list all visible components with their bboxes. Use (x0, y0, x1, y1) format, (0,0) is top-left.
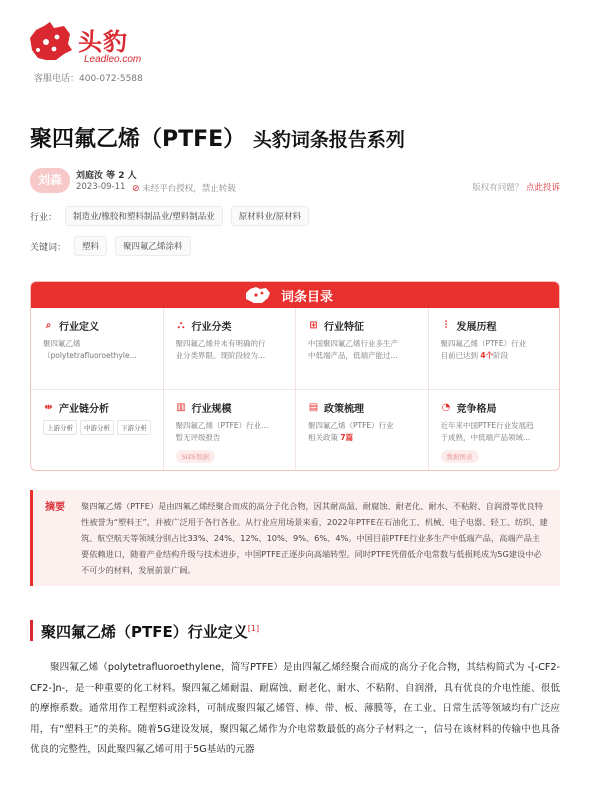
desc-text: 聚四氟乙烯（PTFE）行业 相关政策 (308, 421, 394, 442)
leopard-logo-icon (244, 285, 272, 305)
toc-item-title: 行业定义 (59, 322, 99, 333)
author-names[interactable]: 刘庭汝 等 2 人 (76, 171, 137, 181)
feature-icon: ⊞ (309, 320, 318, 331)
publish-date: 2023-09-11 (76, 182, 126, 192)
toc-header (31, 282, 559, 308)
toc-item-title: 行业规模 (191, 404, 232, 415)
definition-icon: ⌕ (45, 320, 52, 331)
section-heading (30, 620, 259, 641)
toc-item-definition[interactable] (31, 308, 164, 390)
competition-icon: ◔ (441, 402, 451, 413)
reference-link[interactable]: [1] (247, 624, 260, 633)
toc-item-chain[interactable] (31, 390, 164, 471)
toc-item-desc (308, 420, 418, 444)
toc-item-title: 竞争格局 (456, 404, 497, 415)
repost-notice (132, 182, 236, 194)
summary-box (30, 490, 560, 586)
summary-text: 聚四氟乙烯（PTFE）是由四氟乙烯经聚合而成的高分子化合物，因其耐高温、耐腐蚀、耐老化、耐水、不粘附、自润滑等优良特性被誉为“塑料王”，并被广泛用于各行各业。从行业应用场景来看，2022年PTFE在石油化工、机械、电子电器、轻工、纺织、建筑、航空航天等领域分别占比33%、24%、12%、10%、9%、6%、4%。中国目前PTFE行业多生产中低端产品，高端产品主要依赖进口，随着产业结构升级与技术进步，中国PTFE正逐步向高端转型。同时PTFE凭借低介电常数与低损耗成为5G建设中必不可少的材料，发展前景广阔。 (81, 501, 548, 575)
brand-site: Leadleo.com (84, 54, 142, 65)
classification-icon: ⛬ (177, 320, 185, 331)
toc-item-feature[interactable] (296, 308, 429, 390)
toc-item-desc: 聚四氟乙烯并未有明确的行 业分类界限。现阶段较为... (175, 339, 266, 360)
complaint-link[interactable]: 点此投诉 (525, 183, 560, 193)
toc-item-desc: 中国聚四氟乙烯行业多生产 中低端产品，低端产能过... (308, 339, 398, 360)
chart-data-pill[interactable]: 数据图表 (441, 450, 479, 463)
keyword-tag[interactable]: 聚四氟乙烯涂料 (115, 236, 191, 256)
history-icon: ⫶ (444, 320, 448, 331)
toc-item-title: 产业链分析 (59, 404, 109, 415)
downstream-chip[interactable]: 下游分析 (117, 420, 151, 435)
service-phone: 客服电话：400-072-5588 (34, 74, 143, 84)
chain-icon: ⇹ (44, 402, 53, 413)
toc-item-desc: 近年来中国PTFE行业发展趋 于成熟，中低端产品领域... (440, 421, 534, 442)
industry-row (30, 206, 317, 226)
toc-item-desc: 聚四氟乙烯（PTFE）行业... 暂无评级报告 (175, 421, 269, 442)
toc-item-history[interactable] (429, 308, 561, 390)
highlight-count: 4个 (480, 351, 494, 360)
keyword-tag[interactable]: 塑料 (74, 236, 107, 256)
repost-notice-text: 未经平台授权，禁止转载 (142, 184, 236, 194)
highlight-count: 7篇 (340, 433, 354, 442)
leopard-logo-icon (26, 20, 74, 64)
brand-logo[interactable] (26, 20, 166, 68)
toc-item-classification[interactable] (164, 308, 297, 390)
scale-icon: ▥ (176, 402, 186, 413)
desc-text: 聚四氟乙烯（PTFE）行业 目前已达到 (440, 339, 527, 360)
copyright-question: 版权有问题？ (472, 183, 524, 193)
toc-item-desc: 聚四氟乙烯 （polytetrafluoroethyle... (43, 339, 137, 360)
summary-label: 摘要 (45, 502, 65, 513)
upstream-chip[interactable]: 上游分析 (43, 420, 77, 435)
ban-icon: ⊘ (132, 184, 140, 194)
desc-text: 阶段 (493, 351, 509, 360)
toc-item-competition[interactable] (429, 390, 561, 471)
copyright-complaint (472, 181, 560, 193)
toc-title: 词条目录 (281, 290, 334, 305)
toc-item-title: 行业分类 (191, 322, 232, 333)
toc-item-desc (441, 338, 552, 362)
avatar[interactable]: 刘森 (30, 168, 70, 193)
page-title (30, 122, 405, 153)
toc-grid (31, 308, 560, 471)
keywords-label: 关键词： (30, 242, 67, 253)
toc-item-title: 行业特征 (324, 322, 364, 333)
brand-name: 头豹 (78, 28, 128, 56)
keywords-row (30, 236, 199, 256)
page-title-main: 聚四氟乙烯（PTFE） (30, 127, 246, 152)
policy-icon: ▤ (308, 402, 319, 413)
section-title-text: 聚四氟乙烯（PTFE）行业定义 (41, 623, 248, 641)
toc-item-title: 政策梳理 (324, 404, 364, 415)
chain-chips (43, 420, 153, 435)
industry-tag[interactable]: 制造业/橡胶和塑料制品业/塑料制品业 (65, 206, 223, 226)
toc-item-policy[interactable] (296, 390, 429, 471)
midstream-chip[interactable]: 中游分析 (80, 420, 114, 435)
toc-item-scale[interactable] (164, 390, 297, 471)
industry-tag[interactable]: 原材料业/原材料 (231, 206, 309, 226)
page-title-sub: 头豹词条报告系列 (252, 129, 405, 151)
size-data-pill[interactable]: SIZE数据 (176, 450, 216, 463)
section-body: 聚四氟乙烯（polytetrafluoroethylene，简写PTFE）是由四氟乙烯经聚合而成的高分子化合物，其结构简式为 -[-CF2-CF2-]n-，是一种重要的化工材料。聚四氟乙烯耐温、耐腐蚀、耐老化、耐水、不粘附、自润滑，具有优良的介电性能、很低的摩擦系数。通常用作工程塑料或涂料，可制成聚四氟乙烯管、棒、带、板、薄膜等，在工业、日常生活等领域均有广泛应用，有“塑料王”的美称。随着5G建设发展，聚四氟乙烯作为介电常数最低的高分子材料之一，信号在该材料的传输中也具备优良的完整性，因此聚四氟乙烯可用于5G基站的元器 (30, 662, 560, 755)
toc-item-title: 发展历程 (456, 322, 497, 333)
toc-panel (30, 281, 560, 471)
industry-label: 行业： (30, 212, 58, 223)
